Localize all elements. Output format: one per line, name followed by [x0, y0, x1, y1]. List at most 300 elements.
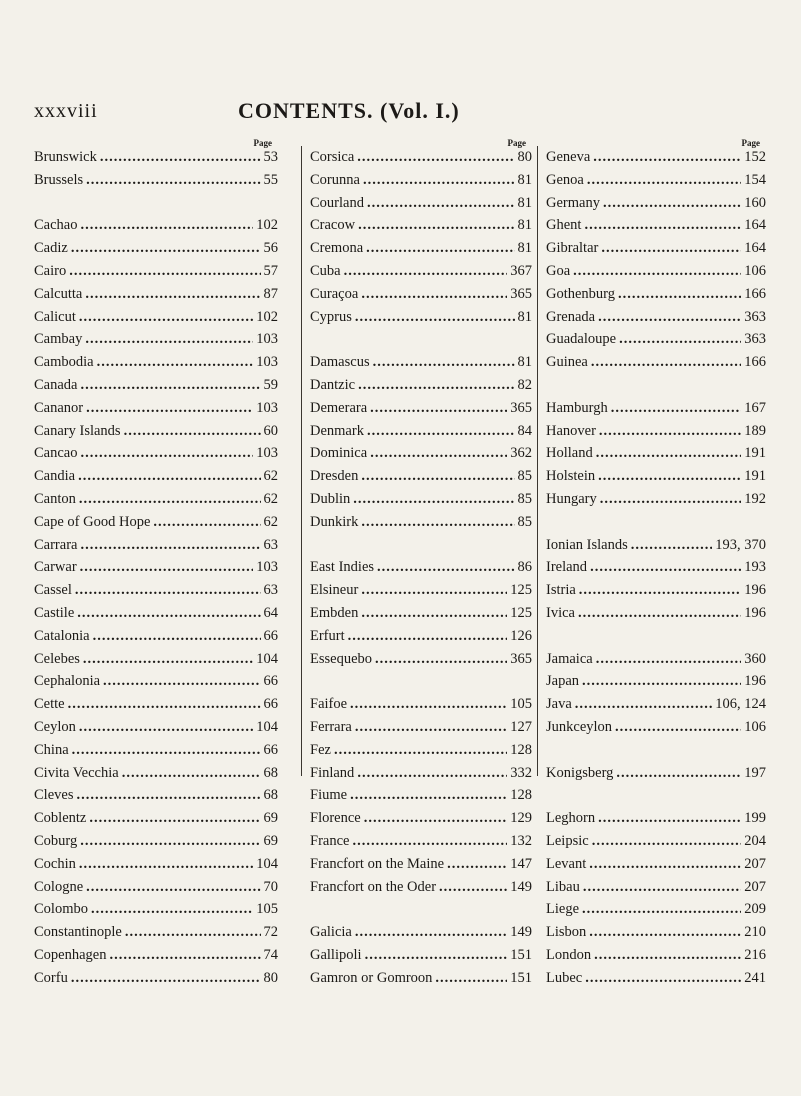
index-entry: [546, 351, 766, 374]
entry-page-number: 104: [256, 718, 278, 735]
index-entry: [310, 716, 532, 739]
entry-page-number: 60: [263, 422, 278, 439]
leader-dots: [616, 762, 741, 785]
entry-name: Cette: [34, 696, 65, 713]
leader-dots: [357, 762, 507, 785]
entry-name: Gibraltar: [546, 240, 599, 257]
leader-dots: [80, 374, 260, 397]
entry-page-number: 102: [256, 308, 278, 325]
entry-page-number: 87: [263, 285, 278, 302]
entry-name: Libau: [546, 878, 580, 895]
leader-dots: [361, 602, 507, 625]
index-entry: [546, 306, 766, 329]
index-entry: [546, 602, 766, 625]
entry-name: Corsica: [310, 149, 355, 165]
entry-page-number: 66: [263, 627, 278, 644]
leader-dots: [361, 579, 507, 602]
entry-page-number: 72: [263, 924, 278, 941]
entry-page-number: 106: [744, 262, 766, 279]
entry-page-number: 105: [510, 696, 532, 713]
entry-name: London: [546, 946, 592, 963]
entry-page-number: 85: [517, 513, 532, 530]
entry-page-number: 167: [744, 399, 766, 416]
entry-name: Dominica: [310, 445, 368, 462]
entry-name: Carwar: [34, 559, 77, 576]
entry-name: Canary Islands: [34, 422, 121, 439]
leader-dots: [370, 442, 507, 465]
leader-dots: [348, 625, 508, 648]
index-entry: [546, 693, 766, 716]
entry-name: China: [34, 741, 69, 758]
leader-dots: [364, 807, 508, 830]
index-entry: [310, 237, 532, 260]
leader-dots: [611, 397, 741, 420]
entry-page-number: 149: [510, 924, 532, 941]
entry-name: Cambay: [34, 331, 83, 348]
index-entry: [546, 807, 766, 830]
leader-dots: [350, 784, 507, 807]
entry-page-number: 104: [256, 855, 278, 872]
entry-name: Coburg: [34, 832, 78, 849]
index-entry: [34, 511, 278, 534]
leader-dots: [76, 784, 260, 807]
leader-dots: [579, 579, 741, 602]
leader-dots: [80, 534, 260, 557]
leader-dots: [68, 693, 261, 716]
entry-page-number: 132: [510, 832, 532, 849]
leader-dots: [350, 693, 507, 716]
leader-dots: [122, 762, 261, 785]
entry-page-number: 81: [517, 171, 532, 188]
index-entry: [310, 374, 532, 397]
leader-dots: [100, 146, 261, 169]
entry-name: Dunkirk: [310, 513, 359, 530]
entry-page-number: 74: [263, 946, 278, 963]
entry-page-number: 164: [744, 240, 766, 257]
leader-dots: [353, 488, 514, 511]
entry-page-number: 85: [517, 490, 532, 507]
index-entry: [34, 328, 278, 351]
entry-name: Constantinople: [34, 924, 122, 941]
index-entry: [310, 556, 532, 579]
leader-dots: [591, 351, 741, 374]
index-entry: [34, 716, 278, 739]
entry-page-number: 105: [256, 901, 278, 918]
entry-page-number: 126: [510, 627, 532, 644]
entry-name: Hungary: [546, 490, 597, 507]
entry-name: Calicut: [34, 308, 76, 325]
index-entry: [310, 876, 532, 899]
index-entry: [310, 830, 532, 853]
entry-page-number: 128: [510, 741, 532, 758]
index-entry: [34, 146, 278, 169]
entry-name: Celebes: [34, 650, 80, 667]
page-header: [0, 98, 801, 128]
entry-page-number: 151: [510, 969, 532, 986]
leader-dots: [589, 853, 741, 876]
index-entry: [546, 944, 766, 967]
entry-name: Guinea: [546, 354, 588, 371]
entry-page-number: 56: [263, 240, 278, 257]
leader-dots: [587, 169, 741, 192]
leader-dots: [93, 625, 261, 648]
index-entry: [310, 762, 532, 785]
entry-name: Istria: [546, 582, 576, 599]
entry-name: Hamburgh: [546, 399, 608, 416]
index-entry: [546, 283, 766, 306]
index-entry: [310, 807, 532, 830]
entry-page-number: 207: [744, 878, 766, 895]
entry-name: Cephalonia: [34, 673, 101, 690]
index-entry: [34, 739, 278, 762]
entry-page-number: 82: [517, 376, 532, 393]
entry-name: Cachao: [34, 217, 78, 234]
entry-name: Cananor: [34, 399, 84, 416]
index-entry: [310, 169, 532, 192]
entry-page-number: 197: [744, 764, 766, 781]
entry-name: Ionian Islands: [546, 536, 628, 553]
leader-dots: [589, 921, 741, 944]
index-entry: [546, 716, 766, 739]
entry-name: Leipsic: [546, 832, 589, 849]
entry-page-number: 125: [510, 582, 532, 599]
entry-name: Cuba: [310, 262, 341, 279]
entry-page-number: 62: [263, 468, 278, 485]
entry-name: Dublin: [310, 490, 351, 507]
index-entry: [546, 397, 766, 420]
entry-page-number: 207: [744, 855, 766, 872]
index-entry: [310, 784, 532, 807]
entry-name: Civita Vecchia: [34, 764, 119, 781]
index-entry: [34, 283, 278, 306]
entry-name: Lubec: [546, 969, 583, 986]
entry-name: Genoa: [546, 171, 584, 188]
leader-dots: [344, 260, 508, 283]
leader-dots: [598, 807, 741, 830]
index-entry: [310, 511, 532, 534]
entry-name: Essequebo: [310, 650, 373, 667]
entry-name: Holstein: [546, 468, 596, 485]
entry-page-number: 63: [263, 582, 278, 599]
entry-name: Konigsberg: [546, 764, 614, 781]
entry-page-number: 128: [510, 787, 532, 804]
index-entry: [34, 556, 278, 579]
leader-dots: [153, 511, 260, 534]
entry-name: Francfort on the Oder: [310, 878, 437, 895]
leader-dots: [367, 192, 515, 215]
leader-dots: [79, 716, 253, 739]
entry-name: Leghorn: [546, 810, 596, 827]
index-entry: [310, 214, 532, 237]
entry-name: Holland: [546, 445, 593, 462]
index-entry: [310, 260, 532, 283]
entry-name: Cairo: [34, 262, 67, 279]
entry-page-number: 66: [263, 696, 278, 713]
column-divider: [537, 146, 538, 776]
leader-dots: [361, 511, 514, 534]
index-entry: [546, 237, 766, 260]
entry-name: Cancao: [34, 445, 78, 462]
entry-name: Guadaloupe: [546, 331, 617, 348]
index-entry: [310, 306, 532, 329]
entry-page-number: 81: [517, 354, 532, 371]
index-entry: [310, 351, 532, 374]
leader-dots: [363, 169, 515, 192]
leader-dots: [361, 283, 507, 306]
index-entry: [310, 853, 532, 876]
index-entry: [310, 420, 532, 443]
entry-name: Galicia: [310, 924, 352, 941]
leader-dots: [80, 830, 260, 853]
index-entry: [546, 830, 766, 853]
entry-name: France: [310, 832, 350, 849]
index-entry: [34, 670, 278, 693]
entry-page-number: 189: [744, 422, 766, 439]
leader-dots: [86, 876, 260, 899]
entry-page-number: 81: [517, 240, 532, 257]
entry-name: Francfort on the Maine: [310, 855, 445, 872]
index-entry: [34, 397, 278, 420]
index-entry: [310, 579, 532, 602]
entry-page-number: 191: [744, 445, 766, 462]
page-column-heading: Page: [507, 138, 526, 148]
leader-dots: [86, 169, 260, 192]
entry-name: Gothenburg: [546, 285, 616, 302]
entry-page-number: 103: [256, 559, 278, 576]
leader-dots: [85, 283, 260, 306]
entry-page-number: 57: [263, 262, 278, 279]
entry-name: Corunna: [310, 171, 360, 188]
entry-name: Embden: [310, 604, 359, 621]
index-entry: [546, 556, 766, 579]
entry-name: Japan: [546, 673, 580, 690]
entry-page-number: 149: [510, 878, 532, 895]
entry-name: Demerara: [310, 399, 368, 416]
leader-dots: [596, 648, 742, 671]
entry-page-number: 192: [744, 490, 766, 507]
entry-page-number: 106: [744, 718, 766, 735]
entry-name: Florence: [310, 810, 361, 827]
leader-dots: [79, 488, 261, 511]
leader-dots: [125, 921, 261, 944]
entry-page-number: 84: [517, 422, 532, 439]
leader-dots: [103, 670, 260, 693]
entry-name: Cologne: [34, 878, 84, 895]
entry-page-number: 360: [744, 650, 766, 667]
entry-page-number: 62: [263, 490, 278, 507]
index-entry: [546, 328, 766, 351]
index-entry: [34, 876, 278, 899]
leader-dots: [89, 807, 260, 830]
leader-dots: [355, 306, 515, 329]
index-entry: [34, 488, 278, 511]
index-entry: [310, 488, 532, 511]
index-entry: [546, 420, 766, 443]
entry-page-number: 191: [744, 468, 766, 485]
leader-dots: [361, 465, 514, 488]
index-entry: [546, 169, 766, 192]
entry-page-number: 103: [256, 331, 278, 348]
leader-dots: [366, 237, 514, 260]
entry-page-number: 216: [744, 946, 766, 963]
entry-name: Corfu: [34, 969, 68, 986]
index-entry: [546, 465, 766, 488]
entry-name: Elsineur: [310, 582, 359, 599]
entry-name: Colombo: [34, 901, 88, 918]
entry-page-number: 80: [263, 969, 278, 986]
leader-dots: [573, 260, 741, 283]
entry-page-number: 80: [517, 149, 532, 165]
entry-page-number: 193: [744, 559, 766, 576]
leader-dots: [619, 328, 741, 351]
entry-page-number: 365: [510, 285, 532, 302]
entry-name: Ceylon: [34, 718, 76, 735]
index-entry: [34, 944, 278, 967]
entry-page-number: 365: [510, 399, 532, 416]
entry-name: Castile: [34, 604, 75, 621]
leader-dots: [79, 306, 253, 329]
entry-page-number: 160: [744, 194, 766, 211]
leader-dots: [600, 488, 742, 511]
index-entry: [34, 602, 278, 625]
leader-dots: [598, 306, 741, 329]
index-entry: [34, 784, 278, 807]
index-entry: [34, 853, 278, 876]
leader-dots: [593, 146, 741, 169]
entry-name: Canton: [34, 490, 76, 507]
index-column-2: [310, 138, 532, 989]
leader-dots: [357, 146, 514, 169]
index-entry: [34, 306, 278, 329]
leader-dots: [355, 921, 507, 944]
index-entry: [546, 579, 766, 602]
leader-dots: [578, 602, 741, 625]
index-entry: [34, 967, 278, 990]
entry-name: Dresden: [310, 468, 359, 485]
index-column-3: [546, 138, 766, 989]
entry-name: Geneva: [546, 149, 591, 165]
leader-dots: [75, 579, 261, 602]
entry-name: Gamron or Gomroon: [310, 969, 433, 986]
entry-name: Finland: [310, 764, 355, 781]
index-entry: [34, 374, 278, 397]
index-entry: [310, 967, 532, 990]
entry-name: Coblentz: [34, 810, 87, 827]
entry-name: Liege: [546, 901, 580, 918]
entry-name: Cracow: [310, 217, 356, 234]
entry-page-number: 62: [263, 513, 278, 530]
leader-dots: [80, 214, 253, 237]
index-entry: [546, 967, 766, 990]
index-entry: [546, 648, 766, 671]
entry-page-number: 129: [510, 810, 532, 827]
entry-name: Junkceylon: [546, 718, 613, 735]
index-entry: [310, 625, 532, 648]
leader-dots: [78, 465, 260, 488]
entry-page-number: 68: [263, 787, 278, 804]
entry-page-number: 66: [263, 741, 278, 758]
entry-page-number: 104: [256, 650, 278, 667]
entry-page-number: 81: [517, 194, 532, 211]
leader-dots: [86, 397, 253, 420]
entry-name: Jamaica: [546, 650, 593, 667]
entry-name: East Indies: [310, 559, 375, 576]
entry-page-number: 69: [263, 810, 278, 827]
entry-page-number: 66: [263, 673, 278, 690]
entry-page-number: 151: [510, 946, 532, 963]
index-entry: [310, 739, 532, 762]
entry-name: Carrara: [34, 536, 78, 553]
leader-dots: [358, 214, 514, 237]
entry-page-number: 68: [263, 764, 278, 781]
leader-dots: [603, 192, 741, 215]
leader-dots: [80, 442, 253, 465]
index-entry: [546, 534, 766, 557]
entry-name: Lisbon: [546, 924, 587, 941]
entry-page-number: 86: [517, 559, 532, 576]
leader-dots: [582, 898, 741, 921]
leader-dots: [77, 602, 260, 625]
index-entry: [310, 944, 532, 967]
entry-name: Cape of Good Hope: [34, 513, 151, 530]
entry-page-number: 199: [744, 810, 766, 827]
leader-dots: [583, 876, 741, 899]
entry-name: Fez: [310, 741, 331, 758]
entry-name: Canada: [34, 376, 78, 393]
entry-name: Cadiz: [34, 240, 68, 257]
index-entry: [310, 397, 532, 420]
entry-name: Copenhagen: [34, 946, 107, 963]
index-entry: [34, 169, 278, 192]
leader-dots: [615, 716, 741, 739]
index-entry: [34, 898, 278, 921]
leader-dots: [601, 237, 741, 260]
entry-page-number: 332: [510, 764, 532, 781]
entry-name: Candia: [34, 468, 76, 485]
index-entry: [34, 420, 278, 443]
index-entry: [34, 830, 278, 853]
index-entry: [546, 146, 766, 169]
leader-dots: [91, 898, 253, 921]
entry-page-number: 103: [256, 445, 278, 462]
entry-name: Hanover: [546, 422, 596, 439]
entry-page-number: 204: [744, 832, 766, 849]
leader-dots: [377, 556, 514, 579]
entry-page-number: 59: [263, 376, 278, 393]
leader-dots: [373, 351, 515, 374]
entry-name: Denmark: [310, 422, 364, 439]
leader-dots: [435, 967, 507, 990]
leader-dots: [71, 967, 261, 990]
leader-dots: [365, 944, 508, 967]
leader-dots: [334, 739, 507, 762]
entry-page-number: 367: [510, 262, 532, 279]
entry-page-number: 81: [517, 308, 532, 325]
index-entry: [34, 534, 278, 557]
page-number: xxxviii: [34, 100, 98, 122]
entry-name: Cyprus: [310, 308, 352, 325]
index-entry: [310, 465, 532, 488]
leader-dots: [375, 648, 507, 671]
index-entry: [310, 921, 532, 944]
entry-page-number: 154: [744, 171, 766, 188]
entry-name: Cremona: [310, 240, 364, 257]
entry-page-number: 363: [744, 331, 766, 348]
leader-dots: [447, 853, 507, 876]
leader-dots: [596, 442, 742, 465]
leader-dots: [585, 967, 741, 990]
index-entry: [34, 442, 278, 465]
